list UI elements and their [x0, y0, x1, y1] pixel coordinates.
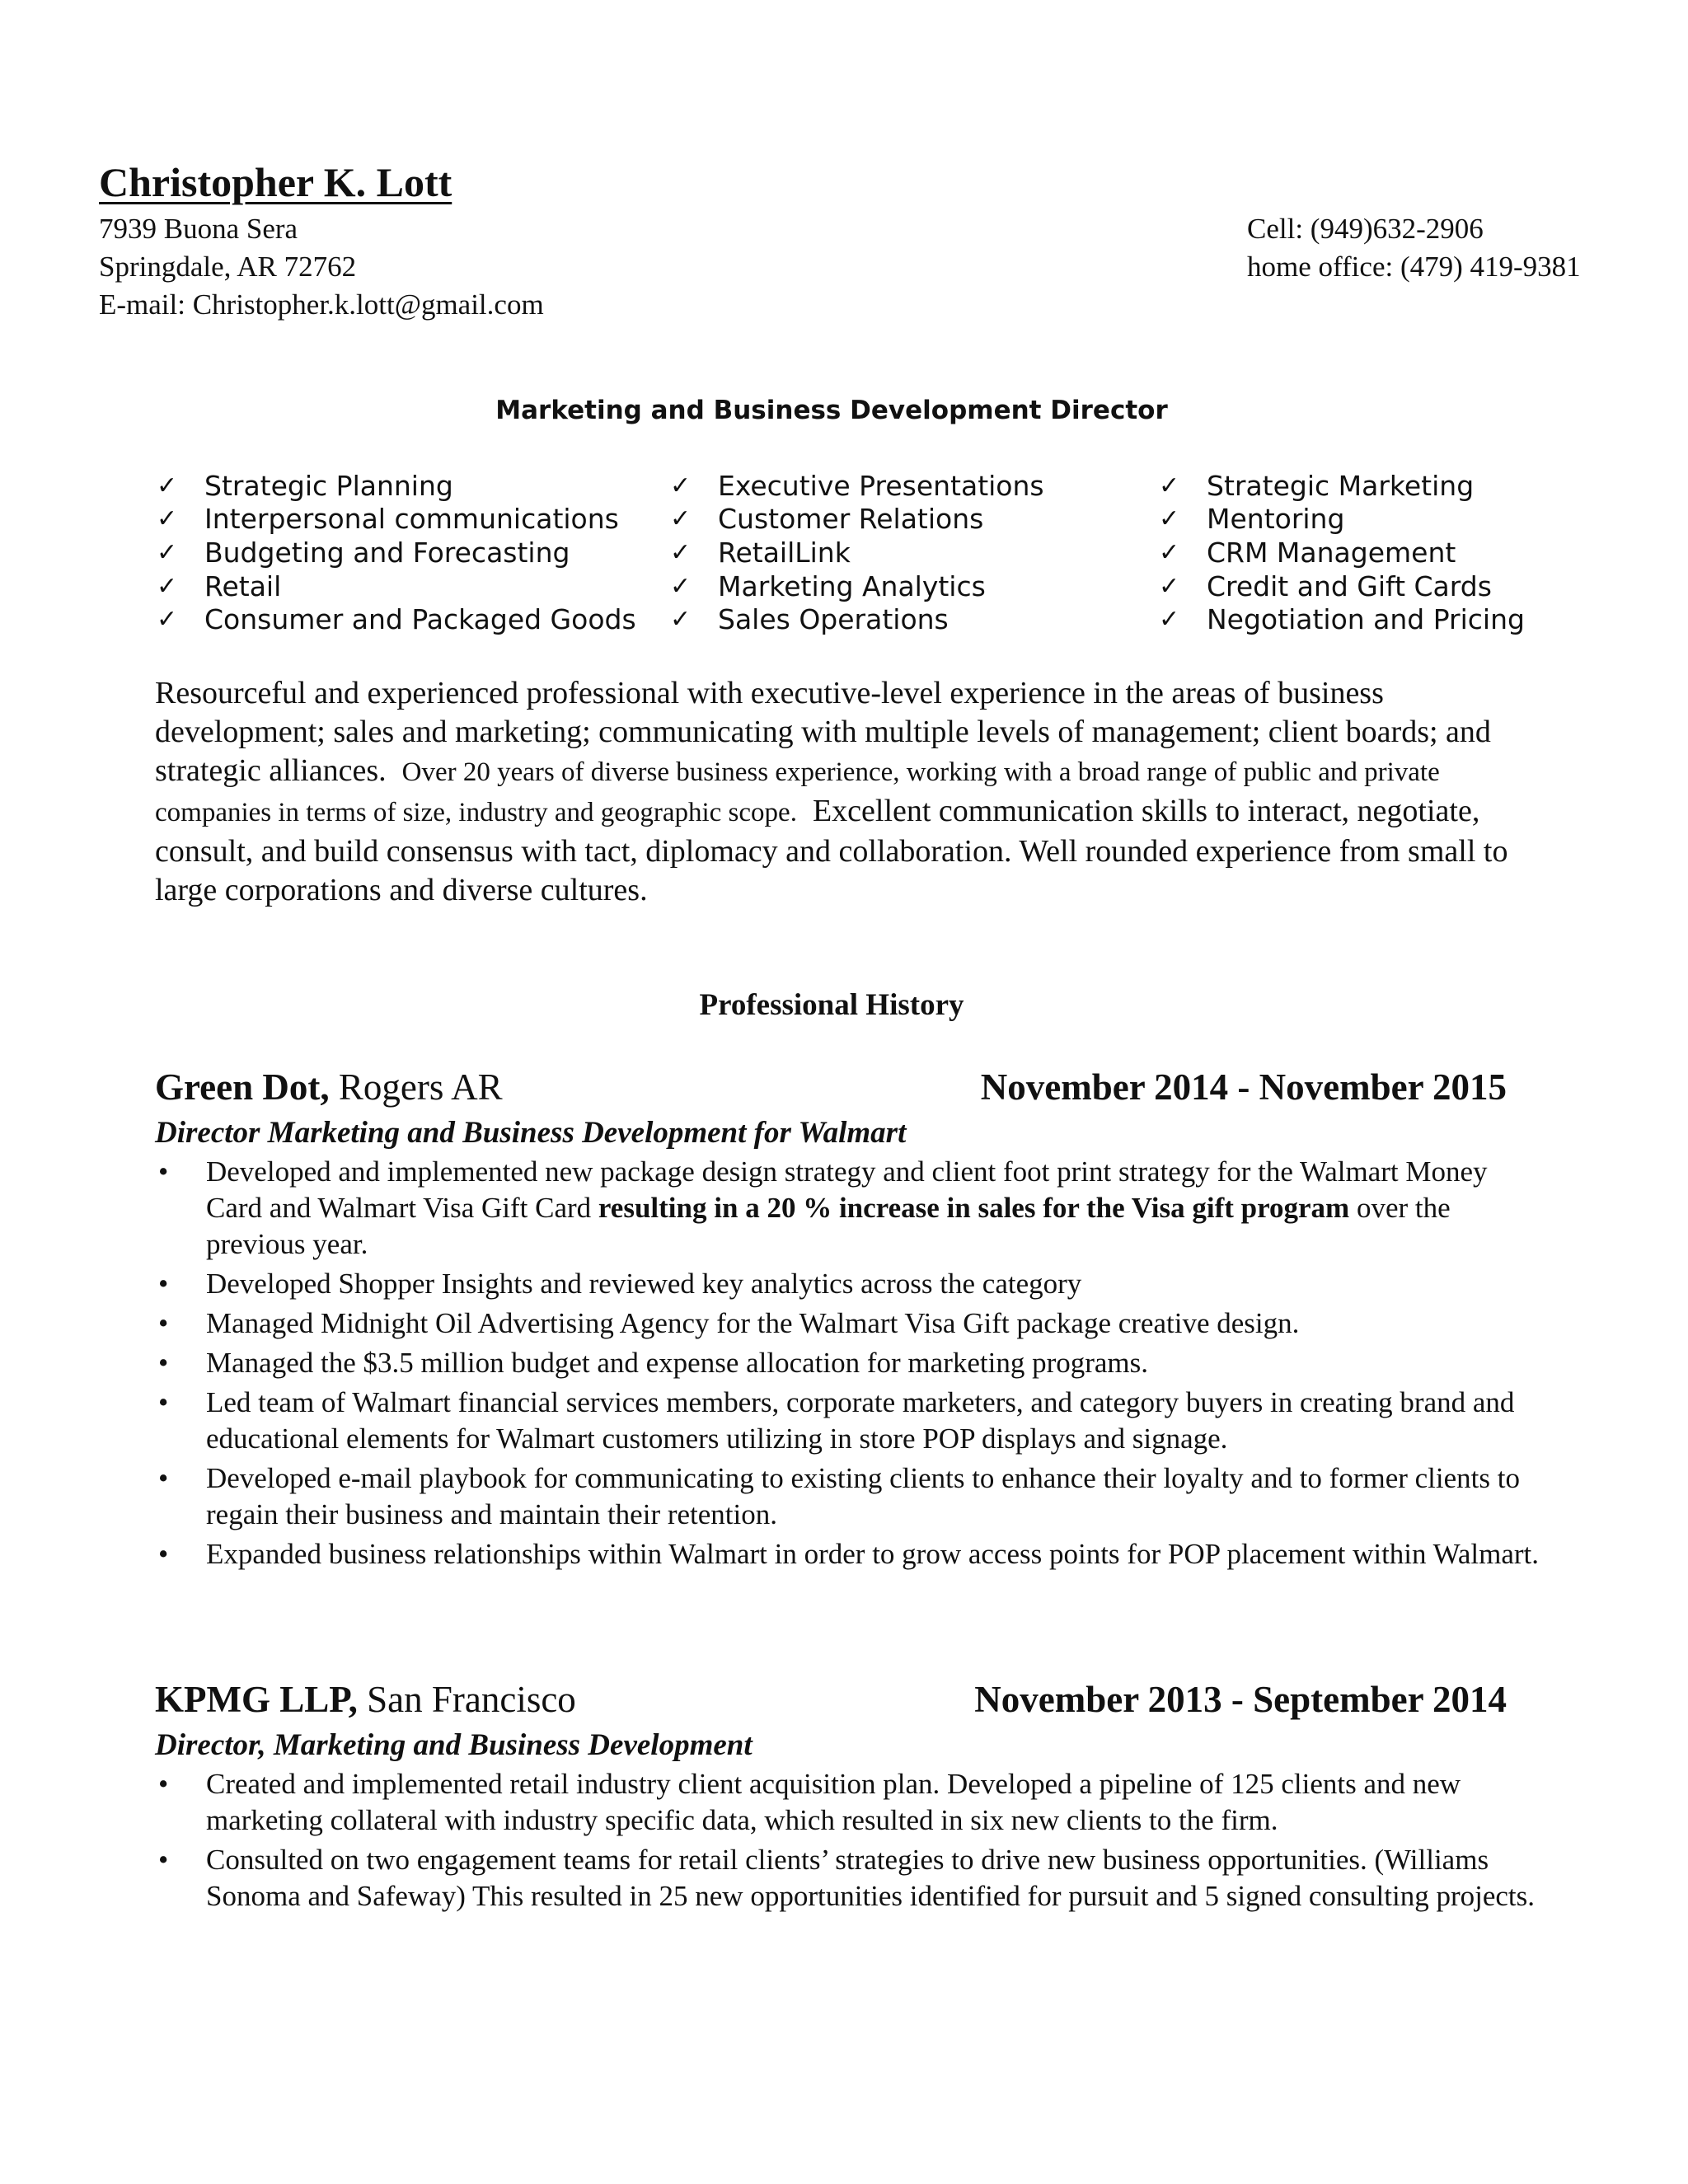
skill-item — [157, 602, 636, 636]
skill-item — [157, 536, 636, 569]
job-bullets — [155, 1154, 1540, 1576]
skill-label: Consumer and Packaged Goods — [204, 603, 636, 636]
list-item — [155, 1345, 1540, 1381]
address-line-1: 7939 Buona Sera — [99, 213, 298, 245]
headline: Marketing and Business Development Director — [495, 396, 1168, 425]
bullet-icon: • — [158, 1844, 169, 1876]
skill-item — [1159, 536, 1525, 569]
job-company: KPMG LLP, — [155, 1679, 358, 1720]
skill-item — [1159, 503, 1525, 537]
bullet-icon: • — [158, 1268, 169, 1300]
contact-address-block — [99, 210, 544, 324]
checkmark-icon: ✓ — [1159, 605, 1180, 635]
skill-label: Strategic Marketing — [1207, 469, 1475, 502]
bullet-icon: • — [158, 1307, 169, 1339]
skill-item — [670, 569, 1044, 603]
checkmark-icon: ✓ — [157, 605, 178, 635]
skills-column-1 — [157, 469, 636, 636]
bullet-icon: • — [158, 1768, 169, 1800]
skill-label: Executive Presentations — [718, 469, 1044, 502]
address-line-2: Springdale, AR 72762 — [99, 251, 357, 283]
bullet-highlight: resulting in a 20 % increase in sales for the Visa gift program — [598, 1192, 1350, 1224]
bullet-icon: • — [158, 1155, 169, 1188]
checkmark-icon: ✓ — [670, 605, 692, 635]
cell-phone: Cell: (949)632-2906 — [1247, 213, 1484, 245]
list-item — [155, 1305, 1540, 1342]
job-header — [155, 1066, 1507, 1108]
contact-phone-block — [1247, 210, 1581, 286]
bullet-text: Consulted on two engagement teams for retail clients’ strategies to drive new business opportunities. (Williams Sonoma and Safeway) This resulted in 25 new opportunities identified for pursuit and 5 signed consulting projects. — [206, 1844, 1535, 1912]
checkmark-icon: ✓ — [670, 537, 692, 567]
list-item — [155, 1385, 1540, 1457]
skill-label: CRM Management — [1207, 536, 1456, 569]
job-location: San Francisco — [367, 1679, 576, 1720]
checkmark-icon: ✓ — [670, 471, 692, 500]
checkmark-icon: ✓ — [1159, 504, 1180, 534]
job-bullets — [155, 1766, 1540, 1918]
list-item — [155, 1842, 1540, 1915]
skill-item — [670, 536, 1044, 569]
job-location: Rogers AR — [338, 1066, 503, 1108]
skill-label: Interpersonal communications — [204, 503, 619, 536]
bullet-icon: • — [158, 1347, 169, 1379]
skill-label: Budgeting and Forecasting — [204, 536, 570, 569]
checkmark-icon: ✓ — [157, 471, 178, 500]
skill-item — [1159, 469, 1525, 503]
summary-part-1: Resourceful and experienced professional with executive-level experience in the areas of business development; sales and marketing; communicating with multiple levels of management; client boards; and strategic alliances. — [155, 676, 1491, 788]
skill-item — [1159, 569, 1525, 603]
checkmark-icon: ✓ — [670, 504, 692, 534]
bullet-text: Managed Midnight Oil Advertising Agency for the Walmart Visa Gift package creative design. — [206, 1307, 1300, 1339]
skill-label: Retail — [204, 569, 282, 602]
skill-item — [157, 503, 636, 537]
list-item — [155, 1536, 1540, 1572]
job-title: Director Marketing and Business Development for Walmart — [155, 1116, 907, 1150]
bullet-text: Created and implemented retail industry client acquisition plan. Developed a pipeline of 125 clients and new marketing collateral with industry specific data, which resulted in six new clients to the firm. — [206, 1768, 1461, 1836]
skill-label: RetailLink — [718, 536, 851, 569]
skill-item — [670, 469, 1044, 503]
bullet-text: Developed e-mail playbook for communicating to existing clients to enhance their loyalty and to former clients to regain their business and maintain their retention. — [206, 1462, 1520, 1530]
job-company-location — [155, 1678, 576, 1721]
job-title: Director, Marketing and Business Development — [155, 1728, 753, 1762]
bullet-icon: • — [158, 1462, 169, 1494]
skill-label: Negotiation and Pricing — [1207, 603, 1525, 636]
checkmark-icon: ✓ — [157, 537, 178, 567]
bullet-text: Developed and implemented new package design strategy and client foot print strategy for the Walmart Money Card and Walmart Visa Gift Card — [206, 1155, 1488, 1224]
checkmark-icon: ✓ — [157, 571, 178, 601]
job-company: Green Dot, — [155, 1066, 330, 1108]
skill-item — [157, 469, 636, 503]
skill-item — [1159, 602, 1525, 636]
section-title-professional-history: Professional History — [699, 988, 964, 1022]
job-dates: November 2014 - November 2015 — [980, 1066, 1507, 1108]
email-line: E-mail: Christopher.k.lott@gmail.com — [99, 288, 544, 321]
skill-label: Credit and Gift Cards — [1207, 569, 1492, 602]
bullet-text-end: over the previous year. — [206, 1192, 1451, 1260]
skill-item — [670, 503, 1044, 537]
bullet-text: Developed Shopper Insights and reviewed key analytics across the category — [206, 1268, 1082, 1300]
job-dates: November 2013 - September 2014 — [974, 1679, 1507, 1720]
job-company-location — [155, 1066, 503, 1108]
skill-item — [670, 602, 1044, 636]
checkmark-icon: ✓ — [1159, 537, 1180, 567]
checkmark-icon: ✓ — [157, 504, 178, 534]
bullet-icon: • — [158, 1386, 169, 1418]
home-office-phone: home office: (479) 419-9381 — [1247, 251, 1581, 283]
skills-column-3 — [1159, 469, 1525, 636]
skill-label: Sales Operations — [718, 603, 949, 636]
skills-column-2 — [670, 469, 1044, 636]
bullet-text: Expanded business relationships within Walmart in order to grow access points for POP placement within Walmart. — [206, 1538, 1540, 1570]
skill-label: Mentoring — [1207, 503, 1345, 536]
checkmark-icon: ✓ — [670, 571, 692, 601]
bullet-text: Managed the $3.5 million budget and expense allocation for marketing programs. — [206, 1347, 1149, 1379]
summary-part-2: Over 20 years of diverse business experience, working with a broad range of public and private companies in terms of size, industry and geographic scope. — [155, 757, 1440, 827]
bullet-icon: • — [158, 1538, 169, 1570]
skill-label: Customer Relations — [718, 503, 984, 536]
list-item — [155, 1266, 1540, 1302]
skill-item — [157, 569, 636, 603]
list-item — [155, 1460, 1540, 1533]
professional-summary — [155, 674, 1523, 910]
list-item — [155, 1766, 1540, 1839]
checkmark-icon: ✓ — [1159, 571, 1180, 601]
skill-label: Marketing Analytics — [718, 569, 986, 602]
list-item — [155, 1154, 1540, 1263]
summary-part-3: Excellent communication skills to interact, negotiate, consult, and build consensus with tact, diplomacy and collaboration. Well rounded experience from small to large corporations and diverse cultures. — [155, 794, 1508, 907]
checkmark-icon: ✓ — [1159, 471, 1180, 500]
bullet-text: Led team of Walmart financial services members, corporate marketers, and category buyers in creating brand and educational elements for Walmart customers utilizing in store POP displays and signage. — [206, 1386, 1515, 1455]
resume-name: Christopher K. Lott — [99, 159, 452, 205]
job-header — [155, 1678, 1507, 1721]
skill-label: Strategic Planning — [204, 469, 453, 502]
